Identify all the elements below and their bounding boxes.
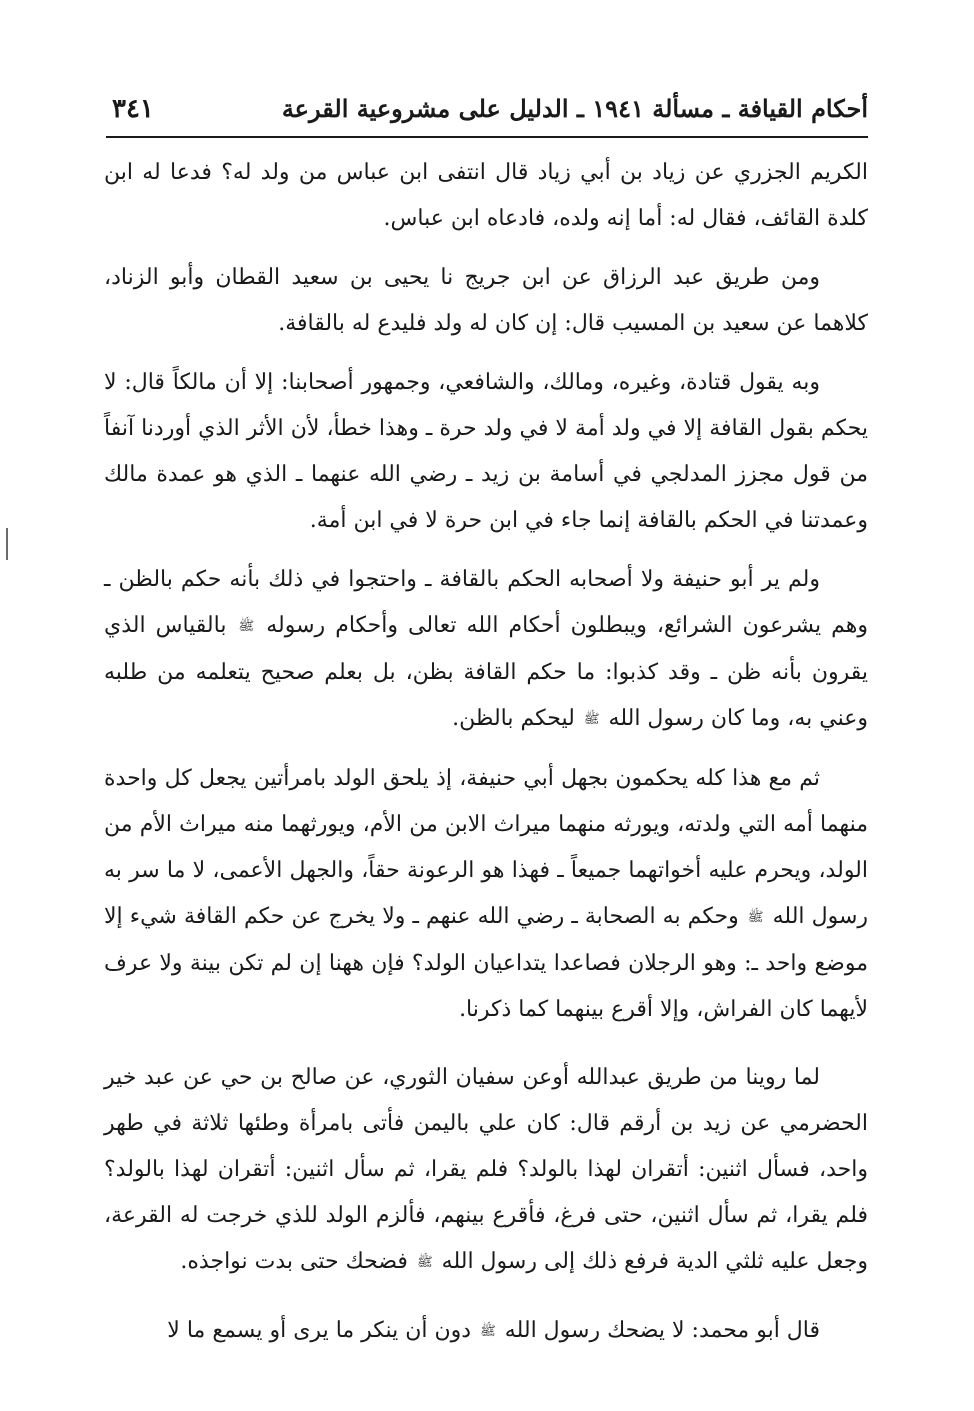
paragraph-6	[104, 1055, 868, 1286]
paragraph-1-text: الكريم الجزري عن زياد بن أبي زياد قال انتفى ابن عباس من ولد له؟ فدعا له ابن كلدة القائف، فقال له: أما إنه ولده، فادعاه ابن عباس.	[104, 160, 868, 231]
page-number: ٣٤١	[112, 94, 154, 124]
paragraph-6-text-a: لما روينا من طريق عبدالله أوعن سفيان الثوري، عن صالح بن حي عن عبد خير الحضرمي عن زيد بن أرقم قال: كان علي باليمن فأتى بامرأة وطئها ثلاثة في طهر واحد، فسأل اثنين: أتقران لهذا بالولد؟ فلم يقرا، ثم سأل اثنين: أتقران لهذا بالولد؟ فلم يقرا، ثم سأل اثنين، حتى فرغ، فأقرع بينهم، فألزم الولد للذي خرجت له القرعة، وجعل عليه ثلثي الدية فرفع ذلك إلى رسول الله	[104, 1065, 868, 1274]
paragraph-7-text-a: قال أبو محمد: لا يضحك رسول الله	[504, 1318, 820, 1343]
honorific-mark: ﷺ	[583, 712, 600, 727]
paragraph-5-text-a: ثم مع هذا كله يحكمون بجهل أبي حنيفة، إذ يلحق الولد بامرأتين يجعل كل واحدة منهما أمه التي ولدته، ويورثه منهما ميراث الابن من الأم، ويورثهما منه ميراث الأم من الولد، ويحرم عليه أخواتهما جميعاً ـ فهذا هو الرعونة حقاً، والجهل الأعمى، لا ما سر به رسول الله	[104, 766, 868, 929]
margin-mark	[6, 528, 8, 560]
paragraph-4-text-b: بالقياس الذي يقرون بأنه ظن ـ وقد كذبوا: ما حكم القافة بظن، بل بعلم صحيح يتعلمه من طلبه وعني به، وما كان رسول الله	[104, 613, 868, 731]
honorific-mark: ﷺ	[480, 1324, 496, 1339]
page-body	[104, 150, 868, 1368]
paragraph-1	[104, 150, 868, 242]
paragraph-3	[104, 360, 868, 544]
paragraph-7	[104, 1308, 868, 1355]
honorific-mark: ﷺ	[416, 1255, 433, 1270]
paragraph-5-text-b: وحكم به الصحابة ـ رضي الله عنهم ـ ولا يخرج عن حكم القافة شيء إلا موضع واحد ـ: وهو الرجلان فصاعدا يتداعيان الولد؟ فإن ههنا إن لم تكن بينة ولا عرف لأيهما كان الفراش، وإلا أقرع بينهما كما ذكرنا.	[104, 904, 868, 1022]
paragraph-2-text: ومن طريق عبد الرزاق عن ابن جريج نا يحيى بن سعيد القطان وأبو الزناد، كلاهما عن سعيد بن المسيب قال: إن كان له ولد فليدع له بالقافة.	[104, 265, 868, 336]
paragraph-7-text-b: دون أن ينكر ما يرى أو يسمع ما لا	[167, 1318, 472, 1343]
paragraph-4-text-a: ولم ير أبو حنيفة ولا أصحابه الحكم بالقافة ـ واحتجوا في ذلك بأنه حكم بالظن ـ وهم يشرعون الشرائع، ويبطلون أحكام الله تعالى وأحكام رسوله	[104, 567, 868, 638]
paragraph-2	[104, 255, 868, 347]
paragraph-5	[104, 756, 868, 1033]
paragraph-4-text-c: ليحكم بالظن.	[452, 706, 575, 731]
page-header	[106, 92, 868, 138]
running-title: أحكام القيافة ـ مسألة ١٩٤١ ـ الدليل على مشروعية القرعة	[281, 94, 868, 123]
honorific-mark: ﷺ	[747, 910, 764, 925]
paragraph-3-text: وبه يقول قتادة، وغيره، ومالك، والشافعي، وجمهور أصحابنا: إلا أن مالكاً قال: لا يحكم بقول القافة إلا في ولد أمة لا في ولد حرة ـ وهذا خطأ، لأن الأثر الذي أوردنا آنفاً من قول مجزز المدلجي في أسامة بن زيد ـ رضي الله عنهما ـ الذي هو عمدة مالك وعمدتنا في الحكم بالقافة إنما جاء في ابن حرة لا في ابن أمة.	[104, 370, 868, 533]
paragraph-6-text-b: فضحك حتى بدت نواجذه.	[180, 1249, 408, 1274]
paragraph-4	[104, 557, 868, 743]
honorific-mark: ﷺ	[238, 619, 255, 634]
